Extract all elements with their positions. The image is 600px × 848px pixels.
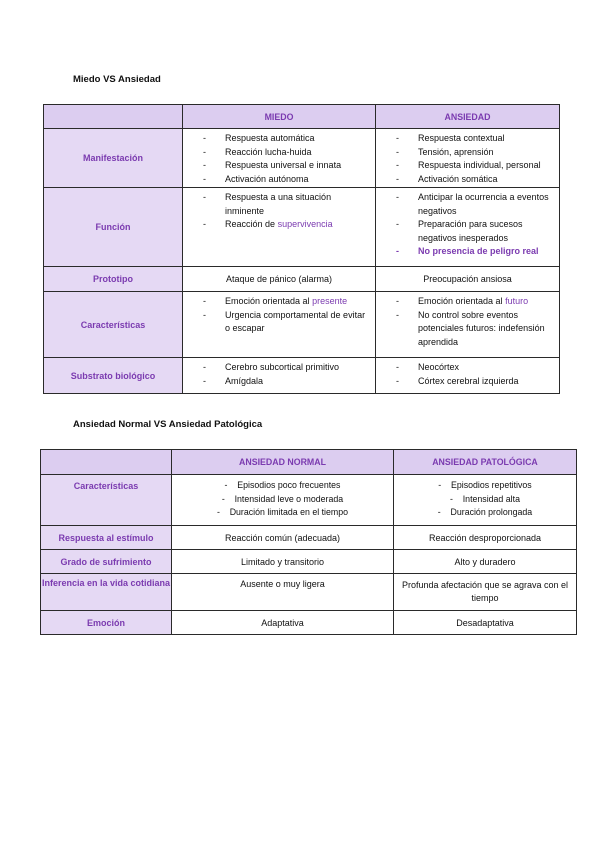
table-row [41,611,577,635]
text-segment: Duración limitada en el tiempo [229,507,349,517]
list-item: - Activación somática [376,173,553,187]
row-label-funcion: Función [44,188,183,267]
list-item [183,218,369,232]
row-label-manifestacion: Manifestación [44,129,183,188]
list-item: - Urgencia comportamental de evitar o escapar [183,309,369,336]
table-row [41,526,577,550]
list-item: - Anticipar la ocurrencia a eventos negativos [376,191,553,218]
list-item: - Respuesta individual, personal [376,159,553,173]
cell-ansiedad-prototipo: Preocupación ansiosa [376,267,560,292]
cell-normal-caracteristicas [172,475,394,526]
cell-ansiedad-funcion [376,188,560,267]
row-label-caracteristicas: Características [41,475,172,526]
list-item [183,295,369,309]
list-item: - Preparación para sucesos negativos inesperados [376,218,553,245]
table1-title: Miedo VS Ansiedad [73,74,161,85]
list-item: - Episodios poco frecuentes [224,480,341,490]
header-ansiedad-patologica: ANSIEDAD PATOLÓGICA [394,450,577,475]
header-ansiedad: ANSIEDAD [376,105,560,129]
cell-ansiedad-caracteristicas [376,292,560,358]
cell-normal-respuesta: Reacción común (adecuada) [172,526,394,550]
row-label-emocion: Emoción [41,611,172,635]
cell-miedo-substrato [183,358,376,394]
list-item: - Amígdala [183,375,369,389]
cell-miedo-caracteristicas [183,292,376,358]
text-segment: Duración prolongada [450,507,533,517]
table-row [44,129,560,188]
table-row [44,188,560,267]
cell-ansiedad-substrato [376,358,560,394]
text-segment: Intensidad alta [462,493,520,504]
row-label-prototipo: Prototipo [44,267,183,292]
cell-miedo-funcion [183,188,376,267]
cell-patologica-inferencia: Profunda afectación que se agrava con el tiempo [394,574,577,611]
list-item: - Córtex cerebral izquierda [376,375,553,389]
list-item: - Episodios repetitivos [438,480,532,490]
cell-miedo-manifestacion [183,129,376,188]
list-item: - Neocórtex [376,361,553,375]
list-item: - Respuesta contextual [376,132,553,146]
list-item: - Reacción lucha-huida [183,146,369,160]
text-segment: Emoción orientada al [225,296,310,306]
cell-patologica-caracteristicas [394,475,577,526]
list-item: - Intensidad leve o moderada [221,493,344,504]
cell-normal-inferencia: Ausente o muy ligera [172,574,394,611]
highlight-futuro: futuro [505,296,529,306]
header-miedo: MIEDO [183,105,376,129]
list-item: - Respuesta universal e innata [183,159,369,173]
list-item: - Tensión, aprensión [376,146,553,160]
table-row [44,292,560,358]
table2-title: Ansiedad Normal VS Ansiedad Patológica [73,419,263,430]
table-row [44,358,560,394]
cell-normal-emocion: Adaptativa [172,611,394,635]
cell-patologica-respuesta: Reacción desproporcionada [394,526,577,550]
list-item-highlight: - No presencia de peligro real [376,245,553,259]
list-item: - Intensidad alta [450,493,520,504]
cell-patologica-sufrimiento: Alto y duradero [394,550,577,574]
row-label-respuesta: Respuesta al estímulo [41,526,172,550]
highlight-presente: presente [312,296,348,306]
list-item: - Duración prolongada [437,507,533,517]
text-segment: Episodios poco frecuentes [237,480,341,490]
fear-vs-anxiety-table [43,104,560,394]
table-row [41,475,577,526]
list-item [376,295,553,309]
table-row [41,550,577,574]
row-label-substrato: Substrato biológico [44,358,183,394]
cell-patologica-emocion: Desadaptativa [394,611,577,635]
header-corner [41,450,172,475]
text-segment: Emoción orientada al [418,296,503,306]
highlight-supervivencia: supervivencia [277,219,333,229]
list-item: - Respuesta automática [183,132,369,146]
cell-miedo-prototipo: Ataque de pánico (alarma) [183,267,376,292]
text-segment: Intensidad leve o moderada [234,493,344,504]
header-corner [44,105,183,129]
table-row [44,267,560,292]
list-item: - Activación autónoma [183,173,369,187]
list-item: - Respuesta a una situación inminente [183,191,369,218]
cell-normal-sufrimiento: Limitado y transitorio [172,550,394,574]
text-segment: Episodios repetitivos [451,480,532,490]
row-label-caracteristicas: Características [44,292,183,358]
cell-ansiedad-manifestacion [376,129,560,188]
header-ansiedad-normal: ANSIEDAD NORMAL [172,450,394,475]
row-label-sufrimiento: Grado de sufrimiento [41,550,172,574]
table-row [41,574,577,611]
row-label-inferencia: Inferencia en la vida cotidiana [41,574,172,611]
text-segment: Reacción de [225,219,276,229]
list-item: - Duración limitada en el tiempo [216,507,349,517]
list-item: - Cerebro subcortical primitivo [183,361,369,375]
normal-vs-pathological-table [40,449,577,635]
list-item: - No control sobre eventos potenciales futuros: indefensión aprendida [376,309,553,350]
